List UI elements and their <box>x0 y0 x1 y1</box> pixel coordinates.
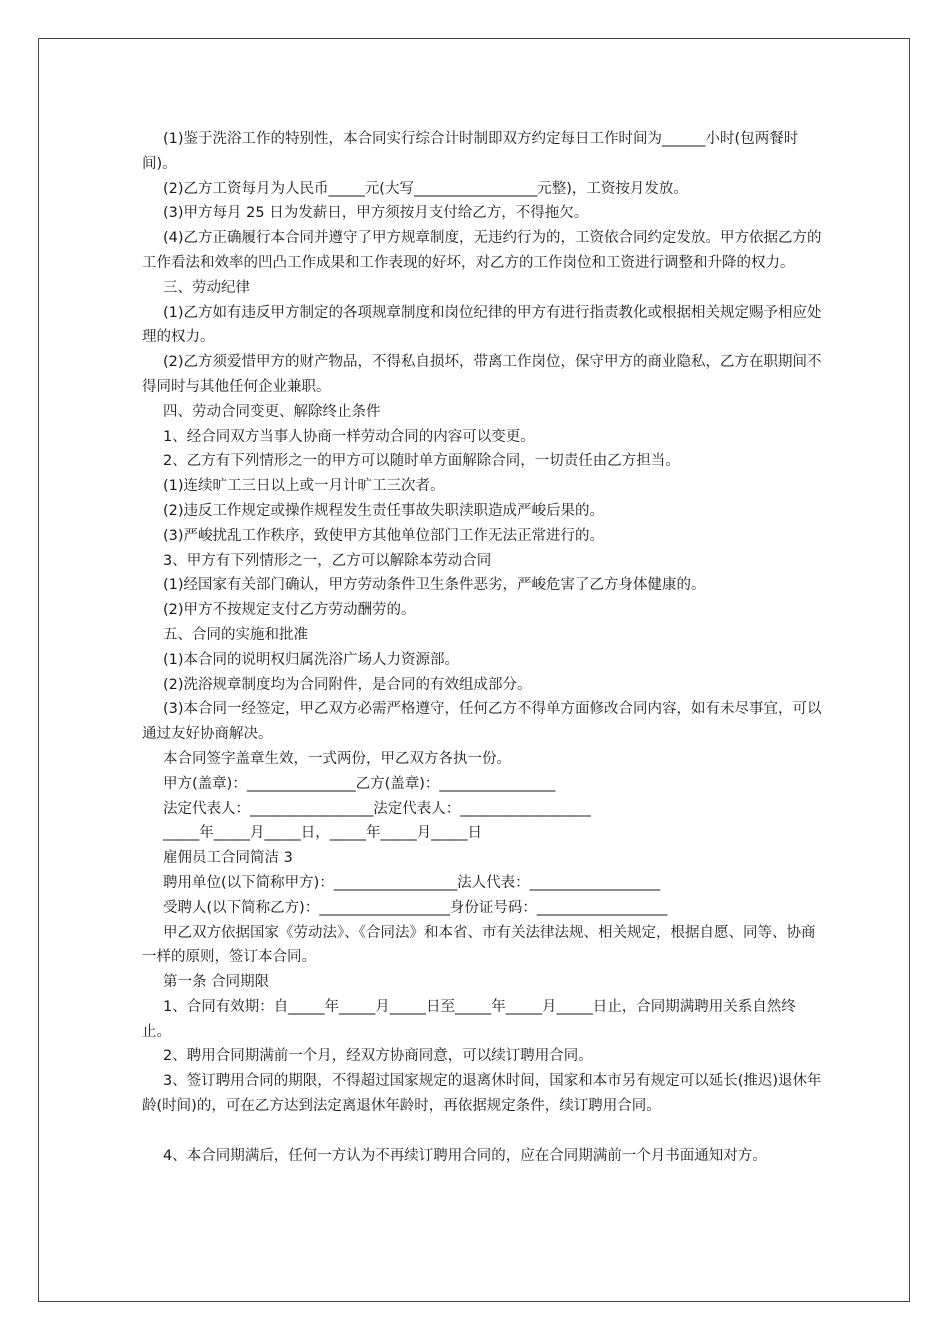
paragraph: (2)违反工作规定或操作规程发生责任事故失职渎职造成严峻后果的。 <box>163 502 605 519</box>
paragraph: (4)乙方正确履行本合同并遵守了甲方规章制度，无违约行为的，工资依合同约定发放。甲方依据乙方的工作看法和效率的凹凸工作成果和工作表现的好坏，对乙方的工作岗位和工资进行调整和升降的权力。 <box>142 230 822 271</box>
paragraph: 1、合同有效期：自_____年_____月_____日至_____年_____月_____日止，合同期满聘用关系自然终止。 <box>142 998 796 1040</box>
paragraph: 2、乙方有下列情形之一的甲方可以随时单方面解除合同，一切责任由乙方担当。 <box>163 453 680 470</box>
paragraph: (1)经国家有关部门确认，甲方劳动条件卫生条件恶劣，严峻危害了乙方身体健康的。 <box>163 577 706 594</box>
paragraph: (2)甲方不按规定支付乙方劳动酬劳的。 <box>163 602 416 619</box>
paragraph: (3)甲方每月 25 日为发薪日，甲方须按月支付给乙方，不得拖欠。 <box>163 205 589 222</box>
paragraph: 3、甲方有下列情形之一，乙方可以解除本劳动合同 <box>163 552 492 569</box>
signature-line: 甲方(盖章)：_______________乙方(盖章)：________________ <box>163 775 556 792</box>
party-line: 聘用单位(以下简称甲方)：_________________法人代表：__________________ <box>163 874 661 891</box>
paragraph: (2)乙方工资每月为人民币_____元(大写_________________元整)，工资按月发放。 <box>163 180 688 197</box>
paragraph: (1)本合同的说明权归属洗浴广场人力资源部。 <box>163 651 460 668</box>
paragraph: 4、本合同期满后，任何一方认为不再续订聘用合同的，应在合同期满前一个月书面通知对方。 <box>163 1147 767 1164</box>
paragraph: 本合同签字盖章生效，一式两份，甲乙双方各执一份。 <box>163 750 511 767</box>
date-line: _____年_____月_____日，_____年_____月_____日 <box>163 825 482 842</box>
section-heading: 四、劳动合同变更、解除终止条件 <box>163 403 381 420</box>
party-line: 受聘人(以下简称乙方)：__________________身份证号码：__________________ <box>163 899 668 916</box>
paragraph: 甲乙双方依据国家《劳动法》、《合同法》和本省、市有关法律法规、相关规定，根据自愿、同等、协商一样的原则，签订本合同。 <box>142 924 816 966</box>
signature-line: 法定代表人：_________________法定代表人：__________________ <box>163 800 591 817</box>
section-heading: 第一条 合同期限 <box>163 974 270 991</box>
paragraph: 3、签订聘用合同的期限，不得超过国家规定的退离休时间，国家和本市另有规定可以延长(推迟)退休年龄(时间)的，可在乙方达到法定离退休年龄时，再依据规定条件，续订聘用合同。 <box>142 1073 822 1115</box>
paragraph: (3)严峻扰乱工作秩序，致使甲方其他单位部门工作无法正常进行的。 <box>163 527 605 544</box>
document-subtitle: 雇佣员工合同简洁 3 <box>163 850 293 867</box>
section-heading: 三、劳动纪律 <box>163 279 250 296</box>
paragraph: 1、经合同双方当事人协商一样劳动合同的内容可以变更。 <box>163 428 535 445</box>
paragraph: (1)连续旷工三日以上或一月计旷工三次者。 <box>163 478 445 495</box>
section-heading: 五、合同的实施和批准 <box>163 626 308 643</box>
document-body <box>142 127 822 1168</box>
paragraph: (2)乙方须爱惜甲方的财产物品，不得私自损坏，带离工作岗位，保守甲方的商业隐私，乙方在职期间不得同时与其他任何企业兼职。 <box>142 354 822 395</box>
paragraph: (2)洗浴规章制度均为合同附件，是合同的有效组成部分。 <box>163 676 532 693</box>
paragraph: (3)本合同一经签定，甲乙双方必需严格遵守，任何乙方不得单方面修改合同内容，如有未尽事宜，可以通过友好协商解决。 <box>142 701 822 743</box>
paragraph: (1)乙方如有违反甲方制定的各项规章制度和岗位纪律的甲方有进行指责教化或根据相关规定赐予相应处理的权力。 <box>142 304 822 346</box>
blank-line <box>142 1119 822 1144</box>
paragraph: 2、聘用合同期满前一个月，经双方协商同意，可以续订聘用合同。 <box>163 1048 593 1065</box>
paragraph: (1)鉴于洗浴工作的特别性，本合同实行综合计时制即双方约定每日工作时间为______小时(包两餐时间)。 <box>142 131 799 172</box>
